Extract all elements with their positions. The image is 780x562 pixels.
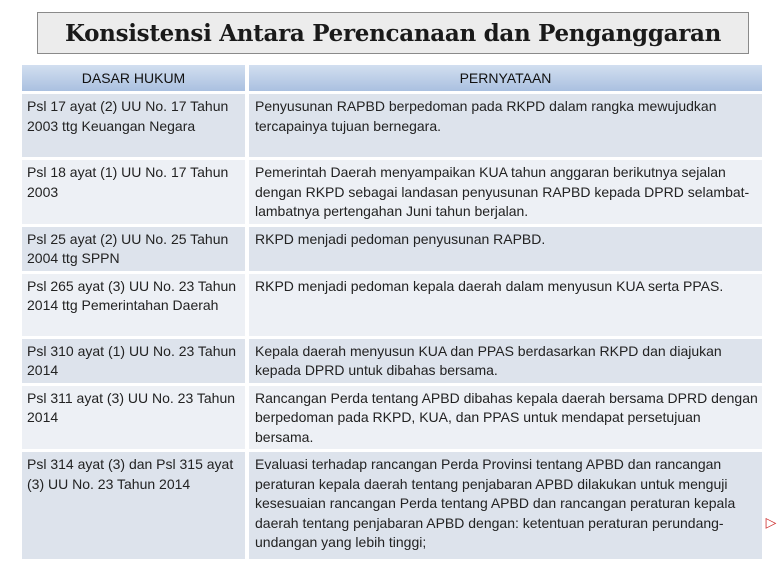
cell-dasar-hukum: Psl 310 ayat (1) UU No. 23 Tahun 2014 — [22, 339, 249, 386]
table-row — [22, 227, 766, 274]
cell-pernyataan: Kepala daerah menyusun KUA dan PPAS berdasarkan RKPD dan diajukan kepada DPRD untuk dibahas bersama. — [249, 339, 766, 386]
cell-pernyataan: RKPD menjadi pedoman penyusunan RAPBD. — [249, 227, 766, 274]
table-row — [22, 386, 766, 453]
table-row — [22, 94, 766, 160]
cell-dasar-hukum: Psl 311 ayat (3) UU No. 23 Tahun 2014 — [22, 386, 249, 453]
table-row — [22, 339, 766, 386]
legal-basis-table — [22, 65, 766, 562]
title-box — [37, 12, 749, 54]
cell-dasar-hukum: Psl 18 ayat (1) UU No. 17 Tahun 2003 — [22, 160, 249, 227]
cell-pernyataan: Rancangan Perda tentang APBD dibahas kepala daerah bersama DPRD dengan berpedoman pada RKPD, KUA, dan PPAS untuk mendapat persetujuan bersama. — [249, 386, 766, 453]
cell-pernyataan: Evaluasi terhadap rancangan Perda Provinsi tentang APBD dan rancangan peraturan kepala daerah tentang penjabaran APBD dilakukan untuk menguji kesesuaian rancangan Perda tentang APBD dan rancangan peraturan kepala daerah tentang penjabaran APBD dengan: ketentuan peraturan perundang-undangan yang lebih tinggi; — [249, 452, 766, 562]
cell-dasar-hukum: Psl 17 ayat (2) UU No. 17 Tahun 2003 ttg Keuangan Negara — [22, 94, 249, 160]
cell-pernyataan: Penyusunan RAPBD berpedoman pada RKPD dalam rangka mewujudkan tercapainya tujuan bernegara. — [249, 94, 766, 160]
table-header-row — [22, 65, 766, 94]
next-slide-icon[interactable]: ▷ — [765, 514, 777, 530]
cell-pernyataan: Pemerintah Daerah menyampaikan KUA tahun anggaran berikutnya sejalan dengan RKPD sebagai landasan penyusunan RAPBD kepada DPRD selambat-lambatnya pertengahan Juni tahun berjalan. — [249, 160, 766, 227]
cell-dasar-hukum: Psl 314 ayat (3) dan Psl 315 ayat (3) UU No. 23 Tahun 2014 — [22, 452, 249, 562]
cell-pernyataan: RKPD menjadi pedoman kepala daerah dalam menyusun KUA serta PPAS. — [249, 274, 766, 339]
header-pernyataan: PERNYATAAN — [249, 65, 766, 94]
page-title: Konsistensi Antara Perencanaan dan Penganggaran — [64, 19, 722, 47]
cell-dasar-hukum: Psl 25 ayat (2) UU No. 25 Tahun 2004 ttg SPPN — [22, 227, 249, 274]
table-row — [22, 274, 766, 339]
header-dasar-hukum: DASAR HUKUM — [22, 65, 249, 94]
table-row — [22, 452, 766, 562]
cell-dasar-hukum: Psl 265 ayat (3) UU No. 23 Tahun 2014 ttg Pemerintahan Daerah — [22, 274, 249, 339]
table-row — [22, 160, 766, 227]
